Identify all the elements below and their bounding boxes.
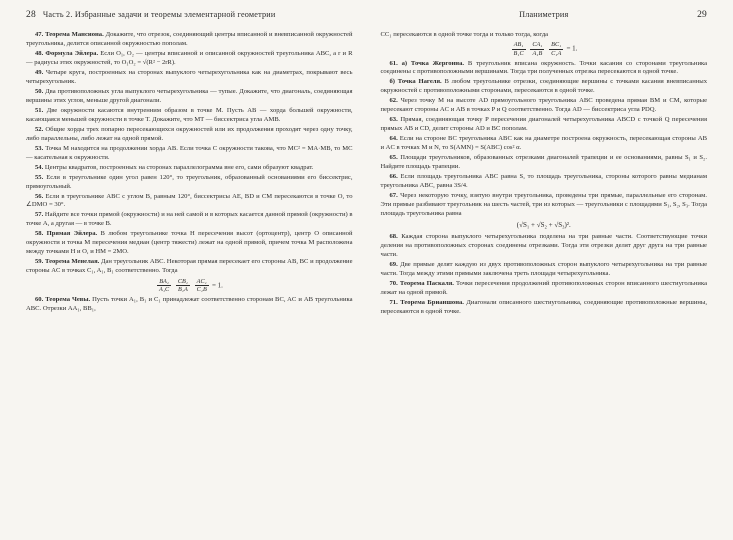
item-71-text: Диагонали описанного шестиугольника, соединяющие противоположные вершины, пересекаются в одной точке. — [380, 299, 707, 316]
item-70-num: 70. — [389, 280, 398, 288]
item-59-title: Теорема Менелая. — [44, 258, 100, 266]
item-62-text: Через точку M на высоте AD прямоугольного треугольника ABC проведена прямая BM и CM, которые пересекают стороны AC и AB в точках P и Q соответственно. Тогда AD — биссектриса угла PDQ. — [380, 97, 707, 114]
left-body — [26, 31, 353, 314]
item-64-text: Если на стороне BC треугольника ABC как на диаметре построена окружность, пересекающая стороны AB и AC в точках M и N, то S(AMN) = S(ABC) cos² α. — [380, 135, 707, 152]
menelaus-f3-numerator: AC₁ — [196, 277, 207, 285]
menelaus-fraction-3 — [195, 279, 209, 294]
item-66-text: Если площадь треугольника ABC равна S, то площадь треугольника, стороны которого равны медианам треугольника ABC, равна 3S/4. — [380, 173, 707, 190]
ceva-fraction-2 — [530, 42, 544, 57]
item-66-num: 66. — [389, 173, 398, 181]
right-running-title: Планиметрия — [519, 10, 569, 19]
item-67 — [381, 192, 708, 219]
menelaus-f1-denominator: A₁C — [159, 286, 170, 294]
item-54-text: Центры квадратов, построенных на сторонах параллелограмма вне его, сами образуют квадрат. — [44, 163, 314, 171]
menelaus-f2-numerator: CB₁ — [177, 277, 188, 285]
menelaus-f1-numerator: BA₁ — [159, 277, 169, 285]
item-71 — [381, 299, 708, 317]
item-49 — [26, 69, 353, 87]
right-body — [381, 31, 708, 317]
item-56-num: 56. — [35, 192, 44, 200]
item-61b-text: В любом треугольнике отрезки, соединяющие вершины с точками касания вневписанных окружностей с противоположными сторонами, пересекаются в одной точке. — [380, 78, 707, 95]
item-66 — [381, 173, 708, 191]
right-page — [367, 10, 726, 534]
item-60-text: Пусть точки A₁, B₁ и C₁ принадлежат соответственно сторонам BC, AC и AB треугольника ABC. Отрезки AA₁, BB₁, — [26, 295, 353, 312]
item-59-text: Дан треугольник ABC. Некоторая прямая пересекает его стороны AB, BC и продолжение стороны AC в точках C₁, A₁, B₁ соответственно. Тогда — [26, 258, 353, 275]
ceva-tail: = 1. — [566, 45, 578, 54]
item-70-text: Точки пересечения продолжений противоположных сторон вписанного шестиугольника лежат на одной прямой. — [380, 280, 707, 297]
ceva-f2-denominator: A₁B — [530, 49, 544, 57]
item-58-title: Прямая Эйлера. — [46, 230, 98, 238]
item-59 — [26, 258, 353, 276]
item-52-text: Общие хорды трех попарно пересекающихся окружностей или их продолжения проходят через одну точку, либо параллельны, либо лежат на одной прямой. — [26, 125, 353, 142]
ceva-fraction-3 — [549, 42, 563, 57]
menelaus-tail: = 1. — [211, 281, 223, 290]
item-52-num: 52. — [35, 125, 44, 133]
item-56-text: Если в треугольнике ABC с углом B, равным 120°, биссектрисы AE, BD и CM пересекаются в точке O, то ∠DMO = 30°. — [26, 192, 353, 209]
formula-67: (√S₁ + √S₂ + √S₃)². — [516, 221, 571, 230]
item-60-num: 60. — [35, 295, 44, 303]
item-65-text: Площади треугольников, образованных отрезками диагоналей трапеции и ее основаниями, равны S₁ и S₂. Найдите площадь трапеции. — [380, 154, 707, 171]
item-68 — [381, 233, 708, 260]
item-68-num: 68. — [389, 233, 398, 241]
item-60-title: Теорема Чевы. — [45, 295, 91, 303]
right-lead-text: CC₁ пересекаются в одной точке тогда и только тогда, когда — [380, 31, 549, 38]
item-50 — [26, 88, 353, 106]
item-67-num: 67. — [389, 192, 398, 200]
item-63-text: Прямая, соединяющая точку P пересечения диагоналей четырехугольника ABCD с точкой Q пересечения прямых AB и CD, делит стороны AD и BC пополам. — [380, 116, 707, 133]
item-55-num: 55. — [35, 173, 44, 181]
item-47-title: Теорема Мансиона. — [45, 31, 104, 38]
item-49-text: Четыре круга, построенных на сторонах выпуклого четырехугольника как на диаметрах, покрывают весь четырехугольник. — [26, 68, 353, 85]
item-47-num: 47. — [35, 31, 44, 38]
item-69-text: Две прямые делят каждую из двух противоположных сторон выпуклого четырехугольника на три равные части. Тогда между этими прямыми заключена треть площади четырехугольника. — [380, 261, 708, 278]
item-64 — [381, 135, 708, 153]
item-52 — [26, 126, 353, 144]
item-62 — [381, 97, 708, 115]
menelaus-fraction-2 — [176, 279, 190, 294]
item-63 — [381, 116, 708, 134]
ceva-f1-numerator: AB₁ — [513, 41, 524, 49]
left-page — [8, 10, 367, 534]
item-58-text: В любом треугольнике точка H пересечения высот (ортоцентр), центр O описанной окружности и точка M пересечения медиан (центр тяжести) лежат на одной прямой, причем точка M расположена между точками H и O, и HM = 2MO. — [26, 230, 353, 256]
item-61a-title: а) Точка Жергонна. — [401, 59, 465, 67]
item-55 — [26, 174, 353, 192]
item-70-title: Теорема Паскаля. — [399, 280, 454, 288]
item-62-num: 62. — [389, 97, 398, 105]
item-68-text: Каждая сторона выпуклого четырехугольника поделена на три равные части. Соответствующие точки деления на противоположных сторонах соединены отрезками. Тогда эти отрезки делят друг друга на три равные части. — [380, 233, 707, 259]
item-61a — [381, 60, 708, 78]
ceva-f2-numerator: CA₁ — [532, 41, 543, 49]
item-69-num: 69. — [389, 261, 398, 269]
item-51 — [26, 107, 353, 125]
menelaus-f2-denominator: B₁A — [176, 285, 190, 293]
menelaus-fraction-1 — [157, 279, 171, 294]
item-48 — [26, 50, 353, 68]
item-54-num: 54. — [35, 163, 44, 171]
item-56 — [26, 193, 353, 211]
item-57-text: Найдите все точки прямой (окружности) и на ней самой и в которых касается данной прямой (окружности) в точке A, а другая — в точке B. — [26, 211, 353, 228]
item-58-num: 58. — [35, 230, 44, 238]
item-57 — [26, 211, 353, 229]
item-50-text: Два противоположных угла выпуклого четырехугольника — тупые. Докажите, что диагональ, соединяющая вершины этих углов, меньше другой диагонали. — [26, 87, 353, 104]
item-55-text: Если в треугольнике один угол равен 120°, то треугольник, образованный основаниями его биссектрис, прямоугольный. — [26, 173, 353, 190]
ceva-f3-denominator: C₁A — [551, 49, 562, 57]
item-65-num: 65. — [389, 154, 398, 162]
item-61b — [381, 78, 708, 96]
ceva-f1-denominator: B₁C — [513, 49, 524, 57]
item-47-text: Докажите, что отрезок, соединяющий центры вписанной и вневписанной окружностей треугольника, делится описанной окружностью пополам. — [26, 31, 353, 47]
item-48-num: 48. — [35, 49, 44, 57]
left-folio: 28 — [26, 10, 36, 20]
left-running-title: Часть 2. Избранные задачи и теоремы элементарной геометрии — [42, 10, 276, 19]
item-49-num: 49. — [35, 68, 44, 76]
item-70 — [381, 280, 708, 298]
item-47 — [26, 31, 353, 49]
item-61a-text: В треугольник вписана окружность. Точки касания со сторонами треугольника соединены с противоположными вершинами. Тогда три полученных отрезка пересекаются в одной точке. — [380, 59, 708, 76]
right-folio: 29 — [697, 10, 707, 20]
item-57-num: 57. — [35, 211, 44, 219]
item-53 — [26, 145, 353, 163]
item-63-num: 63. — [389, 116, 398, 124]
item-65 — [381, 154, 708, 172]
formula-ceva — [381, 42, 708, 57]
item-67-text: Через некоторую точку, взятую внутри треугольника, проведены три прямые, параллельные его сторонам. Эти прямые разбивают треугольник на шесть частей, три из которых — треугольники с площадями S₁, S₂, S₃. Тогда площадь треугольника равна — [380, 192, 707, 217]
item-69 — [381, 261, 708, 279]
item-50-num: 50. — [35, 87, 44, 95]
menelaus-f3-denominator: C₁B — [196, 286, 207, 294]
item-53-text: Точка M находится на продолжении хорда AB. Если точка C окружности такова, что MC² = MA·MB, то MC — касательная к окружности. — [26, 144, 353, 161]
item-53-num: 53. — [35, 144, 44, 152]
item-48-title: Формула Эйлера. — [45, 49, 99, 57]
ceva-fraction-1 — [512, 42, 526, 57]
item-48-text: Если O₁, O₂ — центры вписанной и описанной окружностей треугольника ABC, a r и R — радиусы этих окружностей, то O₁O₂ = √(R² − 2rR). — [26, 49, 353, 66]
left-running-head — [26, 10, 353, 22]
item-61-num: 61. — [389, 59, 398, 67]
ceva-f3-numerator: BC₁ — [551, 41, 562, 49]
item-59-num: 59. — [35, 258, 44, 266]
item-71-title: Теорема Брианшона. — [400, 299, 464, 307]
item-54 — [26, 164, 353, 173]
item-64-num: 64. — [389, 135, 398, 143]
item-71-num: 71. — [389, 299, 398, 307]
item-58 — [26, 230, 353, 257]
formula-menelaus — [26, 279, 353, 294]
item-51-num: 51. — [35, 106, 44, 114]
item-61b-title: б) Точка Нагеля. — [389, 78, 442, 86]
right-running-head — [381, 10, 708, 22]
item-51-text: Две окружности касаются внутренним образом в точке M. Пусть AB — хорда большей окружности, касающаяся меньшей окружности в точке T. Докажите, что MT — биссектриса угла AMB. — [26, 106, 353, 123]
item-60 — [26, 296, 353, 314]
